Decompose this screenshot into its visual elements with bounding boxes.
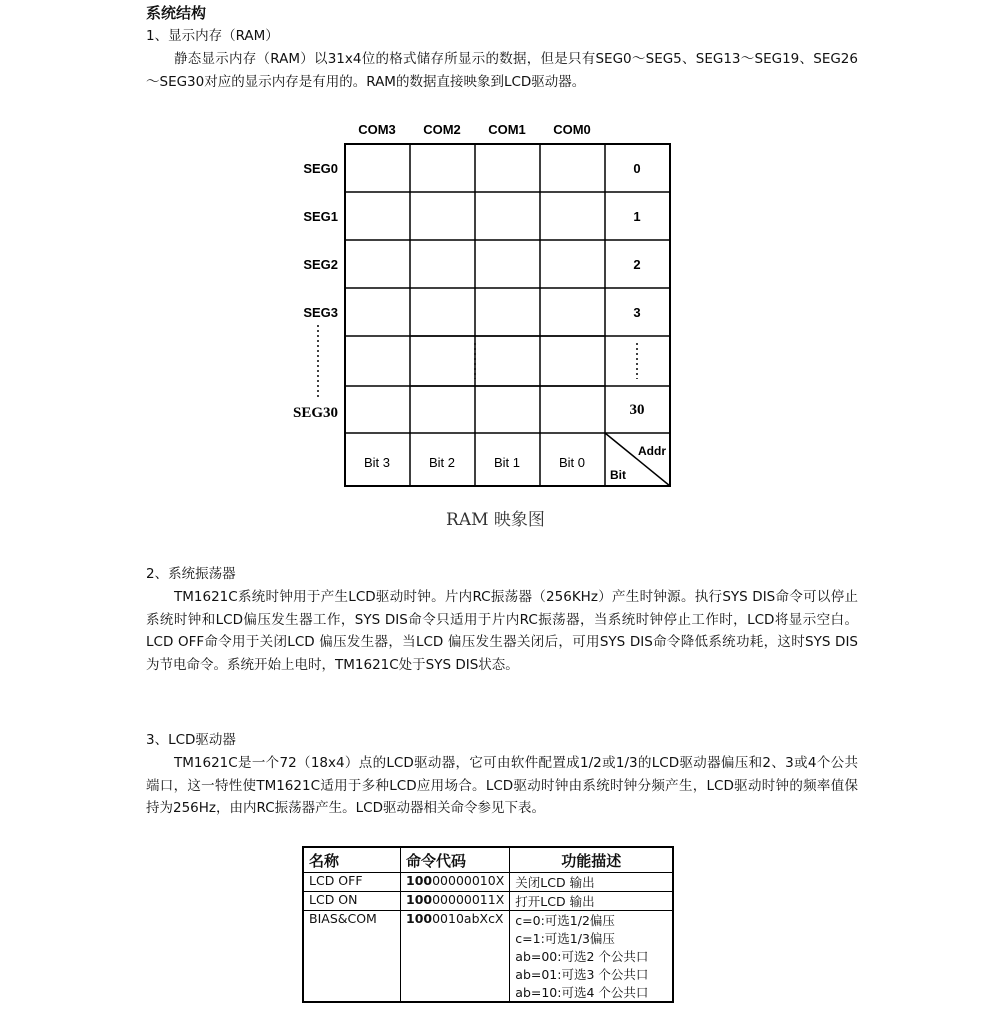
- table-header-row: [303, 847, 673, 873]
- cmd-desc: c=1:可选1/3偏压: [510, 929, 674, 947]
- ram-map-figure: [270, 115, 690, 495]
- cmd-name: LCD OFF: [303, 873, 401, 892]
- com2-label: COM2: [423, 122, 461, 137]
- cmd-code-prefix: 100: [406, 911, 433, 926]
- header-name: 名称: [303, 847, 401, 873]
- com3-label: COM3: [358, 122, 396, 137]
- cmd-code-rest: 00000011X: [432, 892, 505, 907]
- cmd-desc: 关闭LCD 输出: [510, 873, 674, 892]
- ram-figure-caption: RAM 映象图: [446, 510, 545, 530]
- cmd-code: [401, 873, 510, 892]
- bit0-label: Bit 0: [558, 455, 586, 470]
- addr-2: 2: [633, 257, 641, 272]
- seg3-label: SEG3: [303, 305, 338, 320]
- cmd-name: BIAS&COM: [303, 911, 401, 930]
- page-heading: 系统结构: [146, 4, 207, 22]
- section-ram-body: 静态显示内存（RAM）以31x4位的格式储存所显示的数据，但是只有SEG0～SEG5、SEG13～SEG19、SEG26～SEG30对应的显示内存是有用的。RAM的数据直接映象到LCD驱动器。: [146, 51, 858, 90]
- cmd-code-rest: 00000010X: [432, 873, 505, 888]
- cmd-code: [401, 911, 510, 930]
- addr-30: 30: [629, 402, 645, 418]
- cmd-code-rest: 0010abXcX: [432, 911, 504, 926]
- corner-addr-label: Addr: [638, 444, 666, 458]
- cmd-desc: c=0:可选1/2偏压: [510, 911, 674, 930]
- section-osc-body: TM1621C系统时钟用于产生LCD驱动时钟。片内RC振荡器（256KHz）产生时钟源。执行SYS DIS命令可以停止系统时钟和LCD偏压发生器工作，SYS DIS命令只适用于片内RC振荡器，当系统时钟停止工作时，LCD将显示空白。LCD OFF命令用于关闭LCD 偏压发生器，当LCD 偏压发生器关闭后，可用SYS DIS命令降低系统功耗，这时SYS DIS 为节电命令。系统开始上电时，TM1621C处于SYS DIS状态。: [146, 589, 858, 673]
- table-row: [303, 965, 673, 983]
- seg0-label: SEG0: [303, 161, 338, 176]
- cmd-code-prefix: 100: [406, 873, 433, 888]
- addr-3: 3: [633, 305, 641, 320]
- bit1-label: Bit 1: [493, 455, 521, 470]
- section-osc-title: 2、系统振荡器: [146, 566, 236, 582]
- table-row: [303, 911, 673, 930]
- lcd-command-table: [302, 846, 674, 1003]
- seg2-label: SEG2: [303, 257, 338, 272]
- table-row: [303, 892, 673, 911]
- cmd-name: LCD ON: [303, 892, 401, 911]
- addr-1: 1: [633, 209, 641, 224]
- seg30-label: SEG30: [292, 405, 338, 421]
- table-row: [303, 947, 673, 965]
- table-row: [303, 983, 673, 1002]
- table-row: [303, 929, 673, 947]
- bit3-label: Bit 3: [363, 455, 391, 470]
- table-row: [303, 873, 673, 892]
- cmd-desc: ab=10:可选4 个公共口: [510, 983, 674, 1002]
- header-desc: 功能描述: [510, 847, 674, 873]
- cmd-desc: ab=00:可选2 个公共口: [510, 947, 674, 965]
- cmd-code-prefix: 100: [406, 892, 433, 907]
- cmd-desc: 打开LCD 输出: [510, 892, 674, 911]
- cmd-code: [401, 892, 510, 911]
- bit2-label: Bit 2: [428, 455, 456, 470]
- section-ram-title: 1、显示内存（RAM）: [146, 28, 279, 44]
- com0-label: COM0: [553, 122, 591, 137]
- header-code: 命令代码: [401, 847, 510, 873]
- addr-0: 0: [633, 161, 641, 176]
- section-lcd-title: 3、LCD驱动器: [146, 732, 236, 748]
- seg1-label: SEG1: [303, 209, 338, 224]
- com1-label: COM1: [488, 122, 526, 137]
- cmd-desc: ab=01:可选3 个公共口: [510, 965, 674, 983]
- corner-bit-label: Bit: [610, 468, 626, 482]
- section-lcd-body: TM1621C是一个72（18x4）点的LCD驱动器，它可由软件配置成1/2或1/3的LCD驱动器偏压和2、3或4个公共端口，这一特性使TM1621C适用于多种LCD应用场合。LCD驱动时钟由系统时钟分频产生，LCD驱动时钟的频率值保持为256Hz，由内RC振荡器产生。LCD驱动器相关命令参见下表。: [146, 755, 858, 816]
